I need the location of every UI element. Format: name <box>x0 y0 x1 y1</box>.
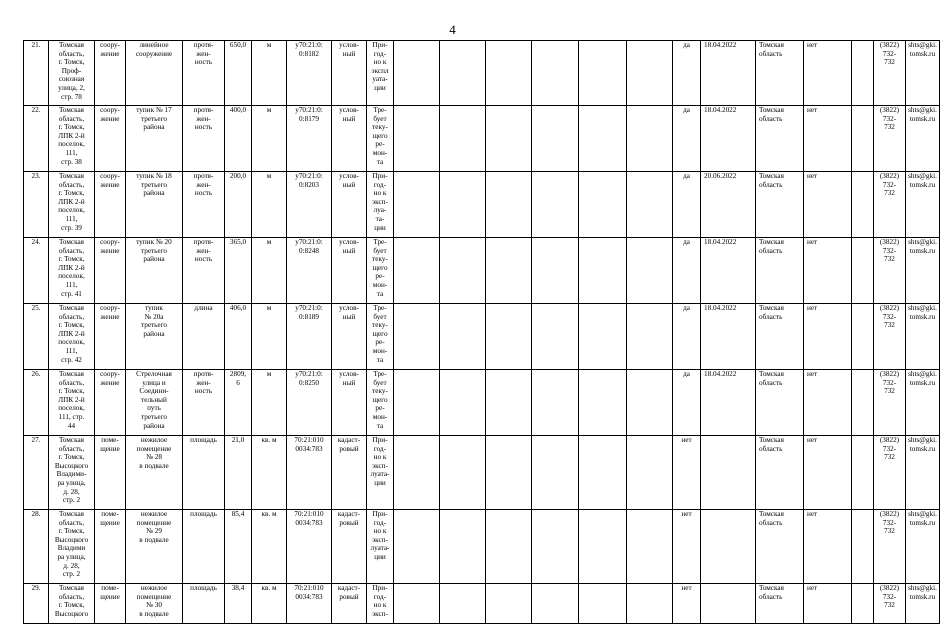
restriction-cell: нет <box>804 238 852 304</box>
region-cell: Томская область <box>756 436 804 510</box>
object-name-cell: тупик № 18 третьего района <box>126 172 183 238</box>
table-row <box>24 436 940 510</box>
object-name-cell: нежилое помещение № 28 в подвале <box>126 436 183 510</box>
unit-cell: кв. м <box>252 584 287 624</box>
empty-cell <box>852 41 874 106</box>
address-cell: Томская область, г. Томск, ЛПК 2-й поселок, 111, стр. 44 <box>49 370 95 436</box>
condition-cell: При- год- но к эксп- <box>367 584 394 624</box>
date-cell: 18.04.2022 <box>701 370 756 436</box>
value-cell: 85,4 <box>225 510 252 584</box>
table-body <box>24 41 940 624</box>
empty-cell <box>486 304 532 370</box>
date-cell: 18.04.2022 <box>701 41 756 106</box>
empty-cell <box>579 370 627 436</box>
empty-cell <box>486 172 532 238</box>
restriction-cell: нет <box>804 370 852 436</box>
region-cell: Томская область <box>756 238 804 304</box>
table-row <box>24 370 940 436</box>
address-cell: Томская область, г. Томск, ЛПК 2-й поселок, 111, стр. 39 <box>49 172 95 238</box>
email-cell: shts@gki. tomsk.ru <box>906 584 940 624</box>
empty-cell <box>852 238 874 304</box>
number-type-cell: услов- ный <box>332 370 367 436</box>
object-type-cell: соору- жение <box>95 304 126 370</box>
phone-cell: (3822) 732- 732 <box>874 436 906 510</box>
parameter-cell: протя- жен- ность <box>183 41 225 106</box>
object-name-cell: тупик № 17 третьего района <box>126 106 183 172</box>
object-name-cell: Стрелочная улица и Соедини- тельный путь третьего района <box>126 370 183 436</box>
condition-cell: При- год- но к экспл уата- ции <box>367 41 394 106</box>
empty-cell <box>532 370 579 436</box>
unit-cell: м <box>252 304 287 370</box>
empty-cell <box>627 370 673 436</box>
empty-cell <box>394 172 440 238</box>
email-cell: shts@gki. tomsk.ru <box>906 436 940 510</box>
parameter-cell: протя- жен- ность <box>183 106 225 172</box>
empty-cell <box>486 370 532 436</box>
restriction-cell: нет <box>804 510 852 584</box>
phone-cell: (3822) 732- 732 <box>874 238 906 304</box>
parameter-cell: протя- жен- ность <box>183 172 225 238</box>
unit-cell: м <box>252 172 287 238</box>
empty-cell <box>579 304 627 370</box>
empty-cell <box>627 304 673 370</box>
condition-cell: Тре- бует теку- щего ре- мон- та <box>367 106 394 172</box>
restriction-cell: нет <box>804 106 852 172</box>
address-cell: Томская область, г. Томск, Высоцкого Владими- ра улица, д. 28, стр. 2 <box>49 436 95 510</box>
flag-cell: да <box>673 304 701 370</box>
page-number: 4 <box>449 22 456 37</box>
object-type-cell: соору- жение <box>95 238 126 304</box>
row-number: 24. <box>24 238 49 304</box>
empty-cell <box>440 370 486 436</box>
row-number: 29. <box>24 584 49 624</box>
date-cell: 18.04.2022 <box>701 304 756 370</box>
empty-cell <box>579 436 627 510</box>
empty-cell <box>486 238 532 304</box>
empty-cell <box>532 436 579 510</box>
address-cell: Томская область, г. Томск, ЛПК 2-й поселок, 111, стр. 42 <box>49 304 95 370</box>
empty-cell <box>486 106 532 172</box>
cadastral-number-cell: 70:21:010 0034:783 <box>287 584 332 624</box>
restriction-cell: нет <box>804 304 852 370</box>
object-type-cell: соору- жение <box>95 172 126 238</box>
object-name-cell: нежилое помещение № 30 в подвале <box>126 584 183 624</box>
phone-cell: (3822) 732- 732 <box>874 41 906 106</box>
number-type-cell: услов- ный <box>332 238 367 304</box>
condition-cell: При- год- но к эксп- луата- ции <box>367 436 394 510</box>
email-cell: shts@gki. tomsk.ru <box>906 238 940 304</box>
empty-cell <box>440 436 486 510</box>
number-type-cell: услов- ный <box>332 172 367 238</box>
flag-cell: да <box>673 41 701 106</box>
empty-cell <box>532 510 579 584</box>
region-cell: Томская область <box>756 106 804 172</box>
flag-cell: да <box>673 106 701 172</box>
flag-cell: да <box>673 238 701 304</box>
empty-cell <box>486 436 532 510</box>
region-cell: Томская область <box>756 304 804 370</box>
empty-cell <box>440 510 486 584</box>
empty-cell <box>852 172 874 238</box>
row-number: 28. <box>24 510 49 584</box>
condition-cell: При- год- но к эксп- луата- ции <box>367 510 394 584</box>
value-cell: 650,0 <box>225 41 252 106</box>
object-type-cell: поме- щение <box>95 584 126 624</box>
phone-cell: (3822) 732- 732 <box>874 584 906 624</box>
value-cell: 21,0 <box>225 436 252 510</box>
email-cell: shts@gki. tomsk.ru <box>906 370 940 436</box>
cadastral-number-cell: у70:21:0: 0:8182 <box>287 41 332 106</box>
number-type-cell: услов- ный <box>332 41 367 106</box>
unit-cell: м <box>252 370 287 436</box>
row-number: 21. <box>24 41 49 106</box>
restriction-cell: нет <box>804 172 852 238</box>
object-name-cell: нежилое помещение № 29 в подвале <box>126 510 183 584</box>
empty-cell <box>852 510 874 584</box>
empty-cell <box>486 41 532 106</box>
value-cell: 200,0 <box>225 172 252 238</box>
table-row <box>24 106 940 172</box>
email-cell: shts@gki. tomsk.ru <box>906 41 940 106</box>
empty-cell <box>532 172 579 238</box>
table-row <box>24 41 940 106</box>
email-cell: shts@gki. tomsk.ru <box>906 510 940 584</box>
empty-cell <box>627 238 673 304</box>
object-name-cell: линейное сооружение <box>126 41 183 106</box>
parameter-cell: длина <box>183 304 225 370</box>
unit-cell: м <box>252 106 287 172</box>
empty-cell <box>627 106 673 172</box>
flag-cell: да <box>673 172 701 238</box>
number-type-cell: услов- ный <box>332 304 367 370</box>
empty-cell <box>532 238 579 304</box>
table-row <box>24 304 940 370</box>
value-cell: 406,0 <box>225 304 252 370</box>
cadastral-number-cell: у70:21:0: 0:8189 <box>287 304 332 370</box>
email-cell: shts@gki. tomsk.ru <box>906 172 940 238</box>
parameter-cell: площадь <box>183 510 225 584</box>
empty-cell <box>532 304 579 370</box>
date-cell: 20.06.2022 <box>701 172 756 238</box>
phone-cell: (3822) 732- 732 <box>874 172 906 238</box>
address-cell: Томская область, г. Томск, Проф- союзная улица, 2, стр. 78 <box>49 41 95 106</box>
empty-cell <box>579 238 627 304</box>
address-cell: Томская область, г. Томск, ЛПК 2-й поселок, 111, стр. 38 <box>49 106 95 172</box>
number-type-cell: услов- ный <box>332 106 367 172</box>
address-cell: Томская область, г. Томск, Высоцкого Владими ра улица, д. 28, стр. 2 <box>49 510 95 584</box>
cadastral-number-cell: 70:21:010 0034:783 <box>287 436 332 510</box>
empty-cell <box>394 106 440 172</box>
restriction-cell: нет <box>804 584 852 624</box>
empty-cell <box>852 436 874 510</box>
email-cell: shts@gki. tomsk.ru <box>906 304 940 370</box>
object-type-cell: соору- жение <box>95 370 126 436</box>
empty-cell <box>440 172 486 238</box>
parameter-cell: протя- жен- ность <box>183 238 225 304</box>
unit-cell: кв. м <box>252 510 287 584</box>
cadastral-number-cell: у70:21:0: 0:8248 <box>287 238 332 304</box>
empty-cell <box>394 436 440 510</box>
object-type-cell: соору- жение <box>95 106 126 172</box>
empty-cell <box>394 304 440 370</box>
unit-cell: кв. м <box>252 436 287 510</box>
object-name-cell: тупик № 20а третьего района <box>126 304 183 370</box>
table-row <box>24 510 940 584</box>
date-cell: 18.04.2022 <box>701 106 756 172</box>
object-type-cell: соору- жение <box>95 41 126 106</box>
cadastral-number-cell: у70:21:0: 0:8179 <box>287 106 332 172</box>
phone-cell: (3822) 732- 732 <box>874 304 906 370</box>
parameter-cell: площадь <box>183 584 225 624</box>
restriction-cell: нет <box>804 41 852 106</box>
table-row <box>24 238 940 304</box>
value-cell: 2809, 6 <box>225 370 252 436</box>
empty-cell <box>440 41 486 106</box>
cadastral-number-cell: 70:21:010 0034:783 <box>287 510 332 584</box>
region-cell: Томская область <box>756 172 804 238</box>
empty-cell <box>627 41 673 106</box>
empty-cell <box>486 584 532 624</box>
cadastral-number-cell: у70:21:0: 0:8203 <box>287 172 332 238</box>
empty-cell <box>394 41 440 106</box>
phone-cell: (3822) 732- 732 <box>874 370 906 436</box>
row-number: 26. <box>24 370 49 436</box>
empty-cell <box>852 106 874 172</box>
empty-cell <box>852 370 874 436</box>
unit-cell: м <box>252 238 287 304</box>
region-cell: Томская область <box>756 41 804 106</box>
region-cell: Томская область <box>756 510 804 584</box>
empty-cell <box>627 584 673 624</box>
phone-cell: (3822) 732- 732 <box>874 106 906 172</box>
parameter-cell: площадь <box>183 436 225 510</box>
empty-cell <box>394 370 440 436</box>
address-cell: Томская область, г. Томск, Высоцкого <box>49 584 95 624</box>
flag-cell: нет <box>673 584 701 624</box>
empty-cell <box>486 510 532 584</box>
empty-cell <box>440 584 486 624</box>
empty-cell <box>579 510 627 584</box>
value-cell: 38,4 <box>225 584 252 624</box>
value-cell: 365,0 <box>225 238 252 304</box>
date-cell <box>701 436 756 510</box>
row-number: 25. <box>24 304 49 370</box>
empty-cell <box>579 172 627 238</box>
unit-cell: м <box>252 41 287 106</box>
address-cell: Томская область, г. Томск, ЛПК 2-й поселок, 111, стр. 41 <box>49 238 95 304</box>
object-name-cell: тупик № 20 третьего района <box>126 238 183 304</box>
condition-cell: Тре- бует теку- щего ре- мон- та <box>367 304 394 370</box>
empty-cell <box>627 436 673 510</box>
empty-cell <box>532 41 579 106</box>
empty-cell <box>394 238 440 304</box>
date-cell <box>701 510 756 584</box>
empty-cell <box>852 304 874 370</box>
number-type-cell: кадаст- ровый <box>332 510 367 584</box>
value-cell: 400,0 <box>225 106 252 172</box>
empty-cell <box>579 41 627 106</box>
empty-cell <box>440 304 486 370</box>
flag-cell: да <box>673 370 701 436</box>
empty-cell <box>394 584 440 624</box>
empty-cell <box>627 510 673 584</box>
flag-cell: нет <box>673 510 701 584</box>
region-cell: Томская область <box>756 584 804 624</box>
empty-cell <box>579 106 627 172</box>
object-type-cell: поме- щение <box>95 510 126 584</box>
empty-cell <box>440 106 486 172</box>
table-row <box>24 172 940 238</box>
table-row <box>24 584 940 624</box>
empty-cell <box>532 106 579 172</box>
empty-cell <box>852 584 874 624</box>
property-table <box>23 40 940 624</box>
date-cell: 18.04.2022 <box>701 238 756 304</box>
restriction-cell: нет <box>804 436 852 510</box>
condition-cell: При- год- но к эксп- луа- та- ции <box>367 172 394 238</box>
empty-cell <box>440 238 486 304</box>
email-cell: shts@gki. tomsk.ru <box>906 106 940 172</box>
row-number: 27. <box>24 436 49 510</box>
row-number: 22. <box>24 106 49 172</box>
date-cell <box>701 584 756 624</box>
phone-cell: (3822) 732- 732 <box>874 510 906 584</box>
region-cell: Томская область <box>756 370 804 436</box>
empty-cell <box>394 510 440 584</box>
flag-cell: нет <box>673 436 701 510</box>
empty-cell <box>532 584 579 624</box>
empty-cell <box>627 172 673 238</box>
cadastral-number-cell: у70:21:0: 0:8250 <box>287 370 332 436</box>
empty-cell <box>579 584 627 624</box>
condition-cell: Тре- бует теку- щего ре- мон- та <box>367 238 394 304</box>
object-type-cell: поме- щение <box>95 436 126 510</box>
parameter-cell: протя- жен- ность <box>183 370 225 436</box>
number-type-cell: кадаст- ровый <box>332 436 367 510</box>
condition-cell: Тре- бует теку- щего ре- мон- та <box>367 370 394 436</box>
row-number: 23. <box>24 172 49 238</box>
number-type-cell: кадаст- ровый <box>332 584 367 624</box>
